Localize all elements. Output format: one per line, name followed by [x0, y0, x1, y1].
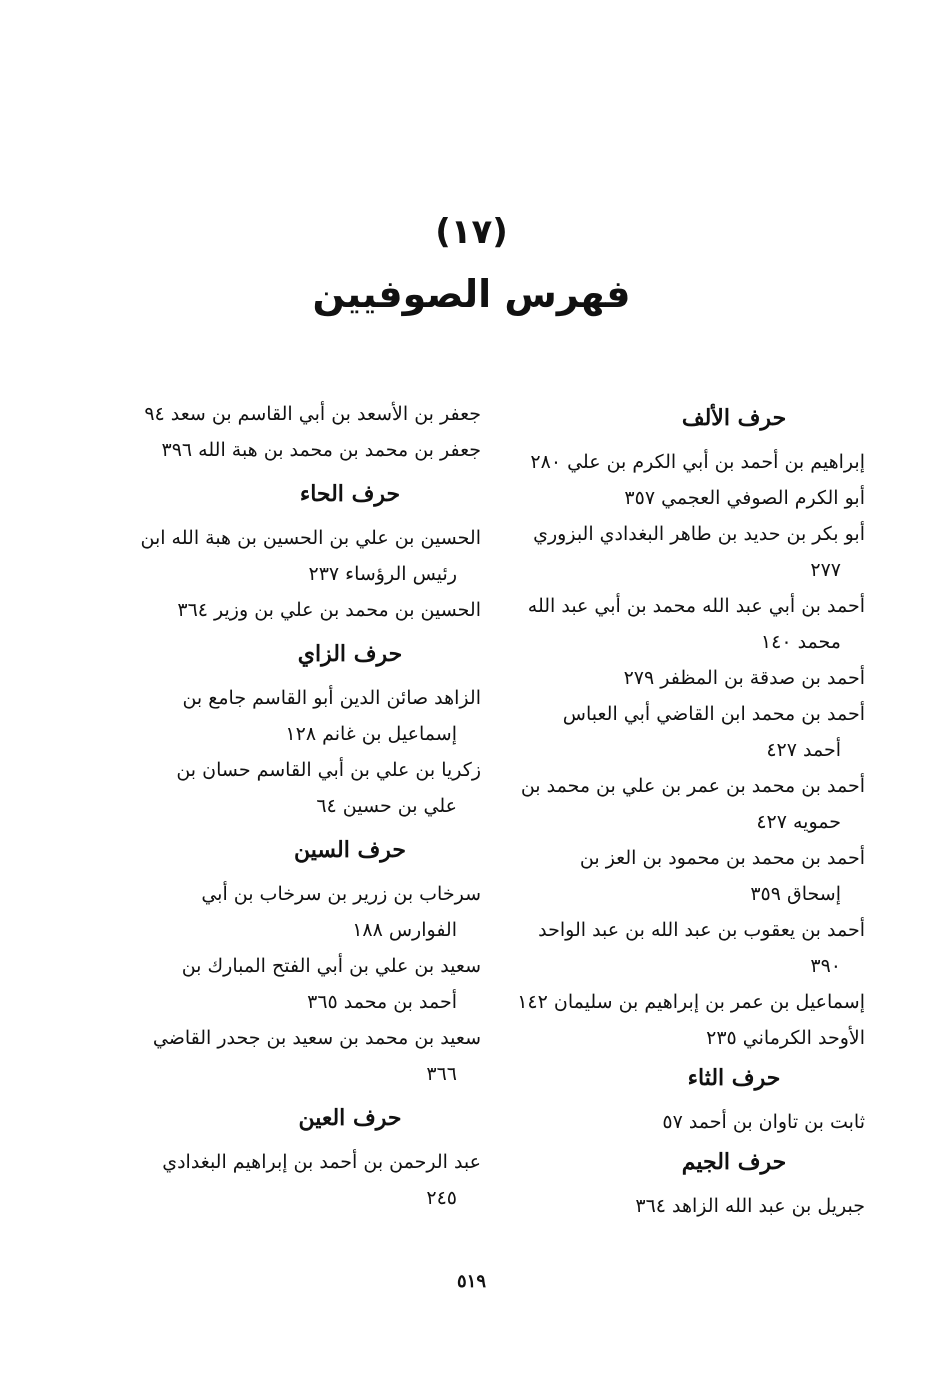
letter-section-heading: حرف الزاي	[297, 641, 403, 667]
index-entry-text: أحمد بن صدقة بن المظفر ٢٧٩	[623, 667, 865, 689]
index-entry-text: أحمد بن محمد بن عمر بن علي بن محمد بن	[520, 775, 865, 797]
index-entry	[493, 480, 865, 516]
index-entry-text: أحمد بن أبي عبد الله محمد بن أبي عبد الله	[527, 595, 865, 617]
index-entry-continuation: رئيس الرؤساء ٢٣٧	[308, 563, 457, 585]
index-column-right	[493, 396, 865, 1224]
index-entry	[109, 948, 481, 1020]
index-entry	[109, 1144, 481, 1216]
index-entry-text: أبو الكرم الصوفي العجمي ٣٥٧	[624, 487, 865, 509]
letter-section-heading: حرف الألف	[681, 405, 787, 431]
letter-section-heading: حرف الجيم	[681, 1149, 787, 1175]
index-entry-text: أحمد بن محمد بن محمود بن العز بن	[579, 847, 865, 869]
index-entry	[493, 1104, 865, 1140]
letter-section-heading: حرف السين	[293, 837, 407, 863]
index-entry-text: الحسين بن علي بن الحسين بن هبة الله ابن	[140, 527, 481, 549]
index-entry-continuation: إسماعيل بن غانم ١٢٨	[285, 723, 457, 745]
index-entry-text: عبد الرحمن بن أحمد بن إبراهيم البغدادي	[162, 1151, 481, 1173]
index-entry-text: ثابت بن تاوان بن أحمد ٥٧	[662, 1111, 865, 1133]
index-entry-text: أبو بكر بن حديد بن طاهر البغدادي البزوري	[533, 523, 865, 545]
index-entry-continuation: ٢٤٥	[426, 1187, 457, 1209]
page-title: فهرس الصوفيين	[312, 272, 631, 316]
index-entry-text: أحمد بن يعقوب بن عبد الله بن عبد الواحد	[538, 919, 865, 941]
letter-section-heading: حرف العين	[298, 1105, 402, 1131]
index-entry-continuation: إسحاق ٣٥٩	[750, 883, 841, 905]
index-entry	[109, 680, 481, 752]
index-entry-continuation: ٣٦٦	[426, 1063, 457, 1085]
index-entry-continuation: أحمد ٤٢٧	[766, 739, 841, 761]
index-entry-text: سعيد بن محمد بن سعيد بن جحدر القاضي	[152, 1027, 481, 1049]
index-entry	[493, 696, 865, 768]
index-entry-continuation: محمد ١٤٠	[760, 631, 841, 653]
index-entry	[109, 752, 481, 824]
index-entry-continuation: ٣٩٠	[810, 955, 841, 977]
index-entry	[493, 1020, 865, 1056]
index-entry	[493, 444, 865, 480]
index-entry	[109, 432, 481, 468]
index-entry-continuation: ٢٧٧	[810, 559, 841, 581]
index-entry-text: زكريا بن علي بن أبي القاسم حسان بن	[176, 759, 481, 781]
index-entry	[493, 984, 865, 1020]
index-entry-text: جعفر بن الأسعد بن أبي القاسم بن سعد ٩٤	[144, 403, 481, 425]
letter-section-heading: حرف الثاء	[687, 1065, 781, 1091]
index-entry	[109, 876, 481, 948]
index-entry	[493, 912, 865, 984]
index-entry-text: سرخاب بن زرير بن سرخاب بن أبي	[201, 883, 481, 905]
index-entry-text: الحسين بن محمد بن علي بن وزير ٣٦٤	[177, 599, 481, 621]
index-entry-text: أحمد بن محمد ابن القاضي أبي العباس	[562, 703, 865, 725]
index-entry-text: جبريل بن عبد الله الزاهد ٣٦٤	[635, 1195, 865, 1217]
page-number: ٥١٩	[456, 1271, 486, 1292]
index-entry	[493, 768, 865, 840]
index-entry-continuation: علي بن حسين ٦٤	[316, 795, 457, 817]
index-entry-text: الأوحد الكرماني ٢٣٥	[706, 1027, 865, 1049]
index-column-left	[109, 396, 481, 1216]
index-entry	[109, 520, 481, 592]
index-entry	[109, 1020, 481, 1092]
index-entry-text: الزاهد صائن الدين أبو القاسم جامع بن	[182, 687, 481, 709]
index-entry-text: سعيد بن علي بن أبي الفتح المبارك بن	[181, 955, 481, 977]
index-entry	[109, 592, 481, 628]
index-entry-continuation: الفوارس ١٨٨	[352, 919, 457, 941]
index-entry	[493, 840, 865, 912]
index-entry	[493, 1188, 865, 1224]
index-number: (١٧)	[435, 212, 508, 252]
letter-section-heading: حرف الحاء	[299, 481, 401, 507]
index-entry-text: إسماعيل بن عمر بن إبراهيم بن سليمان ١٤٢	[517, 991, 865, 1013]
index-entry-continuation: أحمد بن محمد ٣٦٥	[307, 991, 457, 1013]
index-entry-continuation: حمويه ٤٢٧	[756, 811, 841, 833]
index-entry-text: إبراهيم بن أحمد بن أبي الكرم بن علي ٢٨٠	[530, 451, 865, 473]
index-entry	[493, 588, 865, 660]
index-entry-text: جعفر بن محمد بن محمد بن هبة الله ٣٩٦	[161, 439, 481, 461]
index-entry	[493, 516, 865, 588]
index-entry	[493, 660, 865, 696]
index-entry	[109, 396, 481, 432]
